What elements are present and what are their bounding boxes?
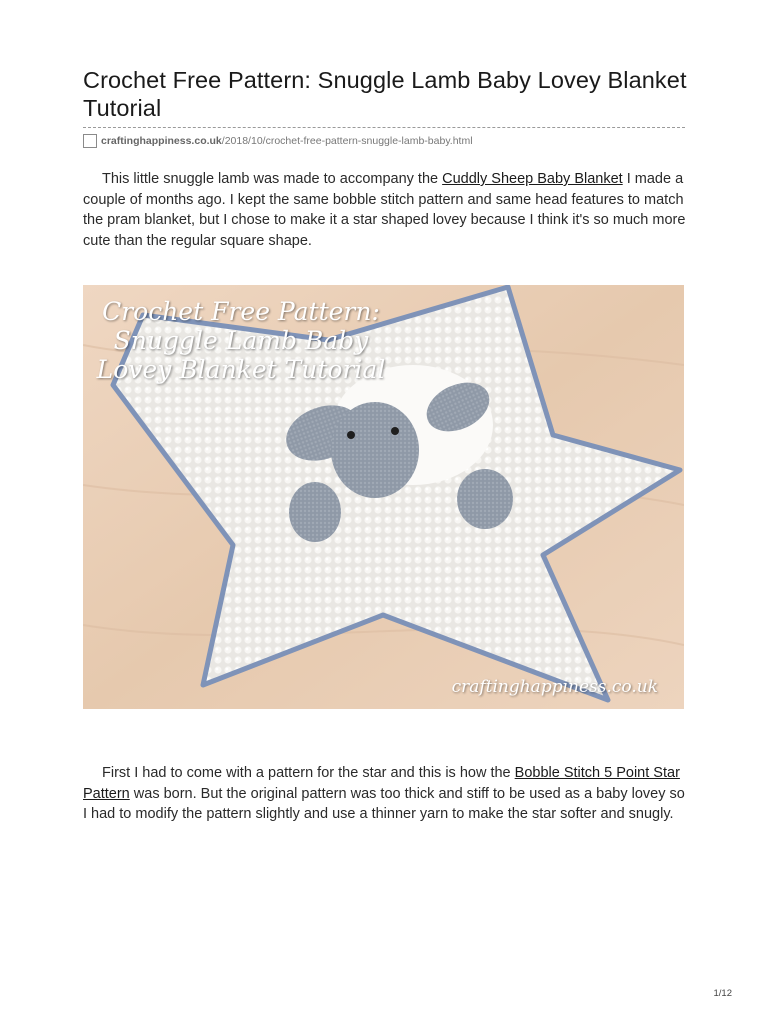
lamb-right-eye <box>391 427 399 435</box>
lamb-head <box>331 402 419 498</box>
image-watermark: craftinghappiness.co.uk <box>451 677 658 697</box>
second-paragraph <box>83 763 689 825</box>
link-icon <box>83 134 97 148</box>
image-overlay-title: Crochet Free Pattern: Snuggle Lamb Baby Lovey Blanket Tutorial <box>96 297 386 384</box>
source-url[interactable] <box>83 133 473 149</box>
page-title: Crochet Free Pattern: Snuggle Lamb Baby Lovey Blanket Tutorial <box>83 67 687 121</box>
lamb-lovey-photo <box>83 285 684 709</box>
lamb-left-hoof <box>289 482 341 542</box>
lamb-left-eye <box>347 431 355 439</box>
second-text-before: First I had to come with a pattern for the star and this is how the <box>102 765 515 781</box>
title-divider <box>83 127 685 128</box>
page-number: 1/12 <box>713 988 732 999</box>
intro-text-after: I made a couple of months ago. I kept the same bobble stitch pattern and same head features to match the pram blanket, but I chose to make it a star shaped lovey because I think it's so much more cute than the regular square shape. <box>83 171 686 249</box>
lamb-right-hoof <box>457 469 513 529</box>
intro-text-before: This little snuggle lamb was made to accompany the <box>102 171 443 187</box>
bobble-star-pattern-link[interactable]: Bobble Stitch 5 Point Star Pattern <box>83 765 680 802</box>
cuddly-sheep-link[interactable]: Cuddly Sheep Baby Blanket <box>442 171 623 187</box>
intro-paragraph <box>83 169 689 251</box>
source-path[interactable]: /2018/10/crochet-free-pattern-snuggle-lamb-baby.html <box>221 135 473 147</box>
second-text-after: was born. But the original pattern was too thick and stiff to be used as a baby lovey so I had to modify the pattern slightly and use a thinner yarn to make the star softer and snugly. <box>83 785 685 822</box>
source-domain[interactable]: craftinghappiness.co.uk <box>101 135 222 147</box>
